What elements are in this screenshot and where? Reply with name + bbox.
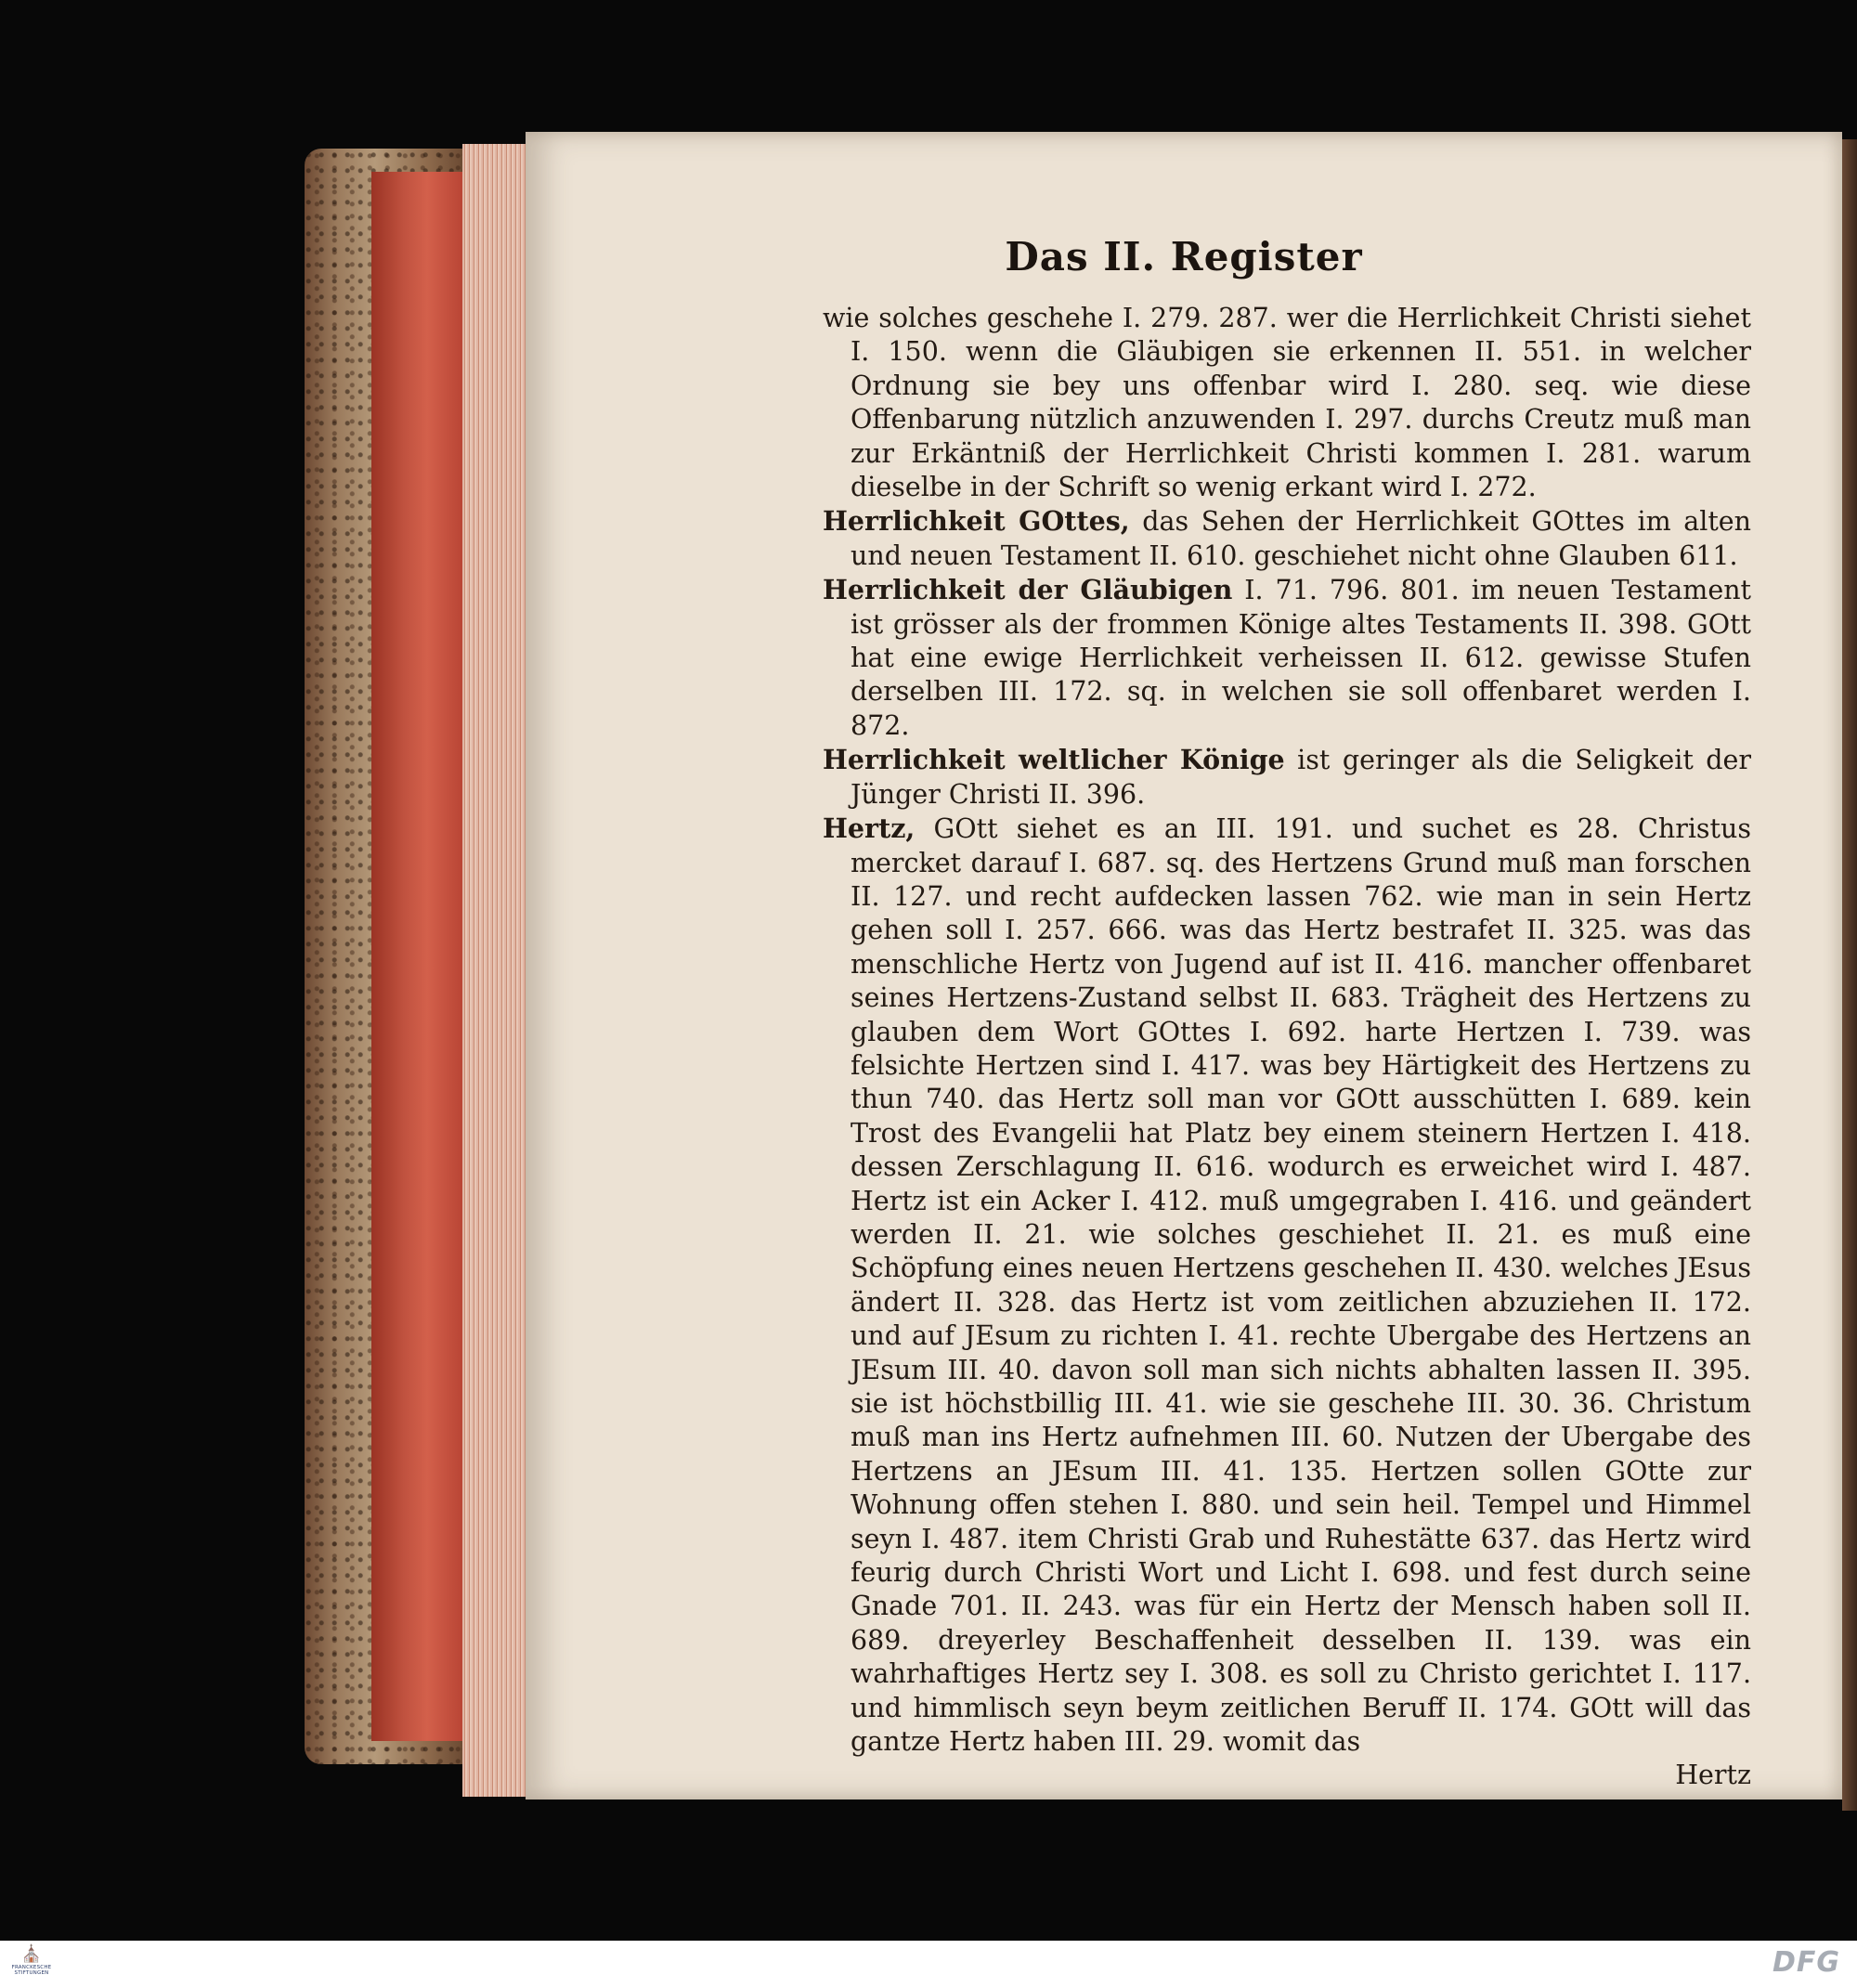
page-header: Das II. Register (1005, 234, 1363, 279)
entry-keyword: Herrlichkeit GOttes, (823, 505, 1130, 538)
entry-text: das Sehen der Herrlichkeit GOttes im alten und neuen Testament II. 610. geschiehet nicht ohne Glauben 611. (851, 506, 1751, 571)
register-text (823, 302, 1751, 1793)
building-icon: ⛪ (20, 1944, 43, 1964)
entry-keyword: Herrlichkeit weltlicher Könige (823, 744, 1285, 776)
catchword: Hertz (1675, 1760, 1751, 1791)
register-entry-4 (823, 812, 1751, 1759)
register-entry-0 (823, 302, 1751, 504)
entry-keyword: Hertz, (823, 812, 916, 845)
entry-text: GOtt siehet es an III. 191. und suchet es 28. Christus mercket darauf I. 687. sq. des Hertzens Grund muß man forschen II. 127. und recht aufdecken lassen 762. wie man in sein Hertz gehen soll I. 257. 666. was das Hertz bestrafet II. 325. was das menschliche Hertz von Jugend auf ist II. 416. mancher offenbaret seines Hertzens-Zustand selbst II. 683. Trägheit des Hertzens zu glauben dem Wort GOttes I. 692. harte Hertzen I. 739. was felsichte Hertzen sind I. 417. was bey Härtigkeit des Hertzens zu thun 740. das Hertz soll man vor GOtt ausschütten I. 689. kein Trost des Evangelii hat Platz bey einem steinern Hertzen I. 418. dessen Zerschlagung II. 616. wodurch es erweichet wird I. 487. Hertz ist ein Acker I. 412. muß umgegraben I. 416. und geändert werden II. 21. wie solches geschiehet II. 21. es muß eine Schöpfung eines neuen Hertzens geschehen II. 430. welches JEsus ändert II. 328. das Hertz ist vom zeitlichen abzuziehen II. 172. und auf JEsum zu richten I. 41. rechte Ubergabe des Hertzens an JEsum III. 40. davon soll man sich nichts abhalten lassen II. 395. sie ist höchstbillig III. 41. wie sie geschehe III. 30. 36. Christum muß man ins Hertz aufnehmen III. 60. Nutzen der Ubergabe des Hertzens an JEsum III. 41. 135. Hertzen sollen GOtte zur Wohnung offen stehen I. 880. und sein heil. Tempel und Himmel seyn I. 487. item Christi Grab und Ruhestätte 637. das Hertz wird feurig durch Christi Wort und Licht I. 698. und fest durch seine Gnade 701. II. 243. was für ein Hertz der Mensch haben soll II. 689. dreyerley Beschaffenheit desselben II. 139. was ein wahrhaftiges Hertz sey I. 308. es soll zu Christo gerichtet I. 117. und himmlisch seyn beym zeitlichen Beruff II. 174. GOtt will das gantze Hertz haben III. 29. womit das (851, 813, 1751, 1758)
entry-text: wie solches geschehe I. 279. 287. wer die Herrlichkeit Christi siehet I. 150. wenn die Gläubigen sie erkennen II. 551. in welcher Ordnung sie bey uns offenbar wird I. 280. seq. wie diese Offenbarung nützlich anzuwenden I. 297. durchs Creutz muß man zur Erkäntniß der Herrlichkeit Christi kommen I. 281. warum dieselbe in der Schrift so wenig erkant wird I. 272. (823, 303, 1751, 503)
entry-text: ist geringer als die Seligkeit der Jünger Christi II. 396. (851, 745, 1752, 810)
book-cover-right (1842, 139, 1857, 1811)
register-entry-2 (823, 573, 1751, 743)
red-page-edges (371, 172, 464, 1741)
register-entry-3 (823, 743, 1751, 812)
book-page (526, 132, 1842, 1800)
entry-keyword: Herrlichkeit der Gläubigen (823, 574, 1233, 606)
viewer-footer-bar (0, 1941, 1857, 1988)
logo-text: FRANCKESCHE STIFTUNGEN (11, 1965, 52, 1976)
register-entry-1 (823, 504, 1751, 573)
page-stack (462, 144, 527, 1797)
entry-text: I. 71. 796. 801. im neuen Testament ist grösser als der frommen Könige altes Testaments II. 398. GOtt hat eine ewige Herrlichkeit verheissen II. 612. gewisse Stufen derselben III. 172. sq. in welchen sie soll offenbaret werden I. 872. (851, 575, 1751, 741)
dfg-logo[interactable]: DFG (1772, 1946, 1840, 1979)
franckesche-stiftungen-logo[interactable] (11, 1944, 52, 1985)
